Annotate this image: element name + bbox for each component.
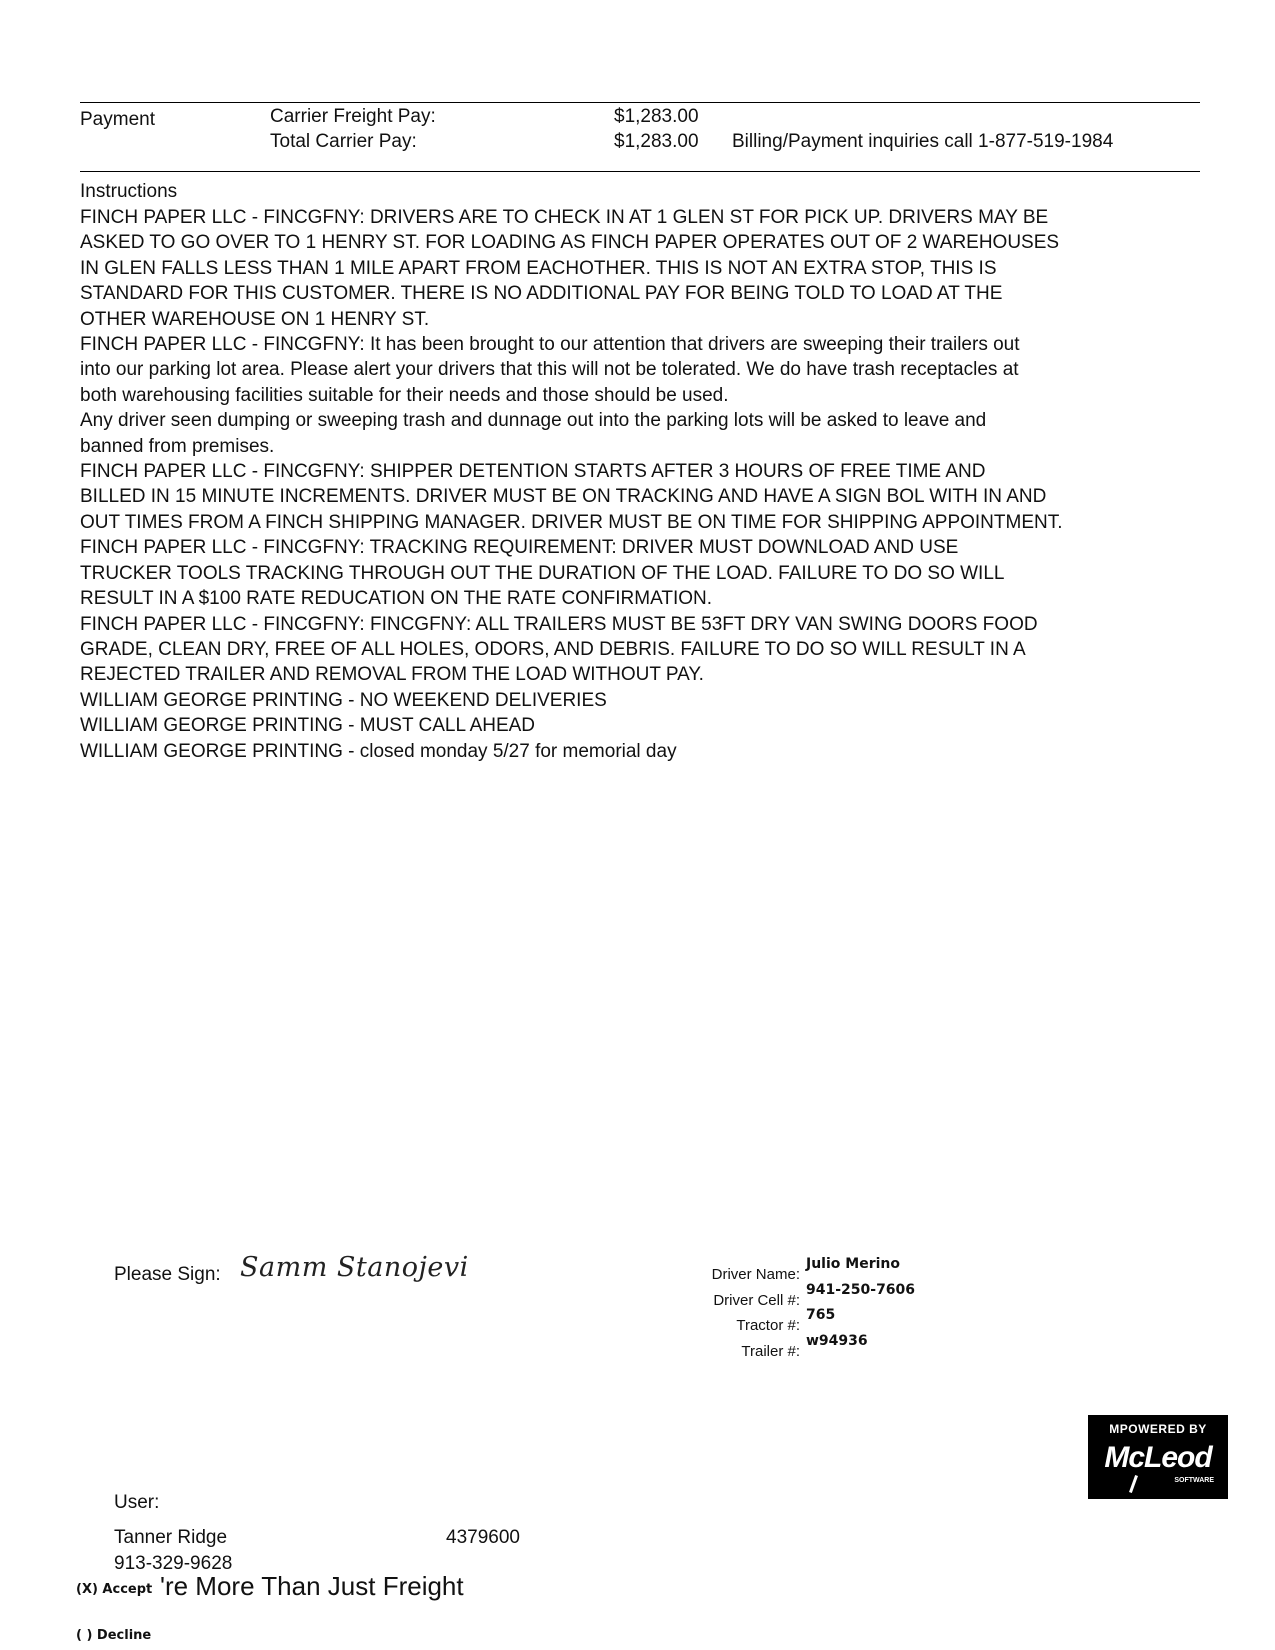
tractor-value[interactable]: 765 bbox=[806, 1307, 836, 1323]
driver-name-label: Driver Name: bbox=[711, 1266, 800, 1283]
trailer-label: Trailer #: bbox=[741, 1343, 800, 1360]
instruction-line: BILLED IN 15 MINUTE INCREMENTS. DRIVER MUST BE ON TRACKING AND HAVE A SIGN BOL WITH IN AND bbox=[80, 486, 1047, 508]
driver-cell-label: Driver Cell #: bbox=[713, 1292, 800, 1309]
instruction-line: STANDARD FOR THIS CUSTOMER. THERE IS NO ADDITIONAL PAY FOR BEING TOLD TO LOAD AT THE bbox=[80, 283, 1003, 305]
instructions-title: Instructions bbox=[80, 181, 178, 202]
driver-cell-value[interactable]: 941-250-7606 bbox=[806, 1282, 916, 1298]
carrier-freight-pay-value: $1,283.00 bbox=[614, 106, 699, 127]
logo-software-text: SOFTWARE bbox=[1174, 1477, 1214, 1484]
instruction-line: WILLIAM GEORGE PRINTING - closed monday 5/27 for memorial day bbox=[80, 740, 677, 762]
accept-option[interactable]: (X) Accept bbox=[76, 1582, 153, 1597]
top-rule bbox=[80, 102, 1200, 103]
instruction-line: ASKED TO GO OVER TO 1 HENRY ST. FOR LOADING AS FINCH PAPER OPERATES OUT OF 2 WAREHOUSES bbox=[80, 232, 1060, 254]
instruction-line: banned from premises. bbox=[80, 435, 275, 457]
instruction-line: into our parking lot area. Please alert your drivers that this will not be tolerated. We do have trash receptacles at bbox=[80, 359, 1019, 381]
logo-brand-text: McLeod bbox=[1104, 1441, 1212, 1474]
instruction-line: OUT TIMES FROM A FINCH SHIPPING MANAGER. DRIVER MUST BE ON TIME FOR SHIPPING APPOINTMENT. bbox=[80, 511, 1063, 533]
instruction-line: Any driver seen dumping or sweeping trash and dunnage out into the parking lots will be asked to leave and bbox=[80, 410, 987, 432]
instruction-line: FINCH PAPER LLC - FINCGFNY: TRACKING REQUIREMENT: DRIVER MUST DOWNLOAD AND USE bbox=[80, 537, 959, 559]
instruction-line: TRUCKER TOOLS TRACKING THROUGH OUT THE DURATION OF THE LOAD. FAILURE TO DO SO WILL bbox=[80, 562, 1005, 584]
instruction-line: WILLIAM GEORGE PRINTING - NO WEEKEND DELIVERIES bbox=[80, 689, 607, 711]
tractor-label: Tractor #: bbox=[736, 1317, 800, 1334]
signature-field[interactable]: Samm Stanojevi bbox=[240, 1252, 469, 1283]
logo-slash-mark bbox=[1129, 1475, 1138, 1493]
instruction-line: FINCH PAPER LLC - FINCGFNY: It has been brought to our attention that drivers are sweeping their trailers out bbox=[80, 334, 1020, 356]
total-carrier-pay-label: Total Carrier Pay: bbox=[270, 131, 417, 152]
user-id: 4379600 bbox=[446, 1527, 520, 1548]
carrier-freight-pay-label: Carrier Freight Pay: bbox=[270, 106, 436, 127]
driver-name-value[interactable]: Julio Merino bbox=[806, 1256, 900, 1272]
total-carrier-pay-value: $1,283.00 bbox=[614, 131, 699, 152]
instruction-line: RESULT IN A $100 RATE REDUCATION ON THE RATE CONFIRMATION. bbox=[80, 588, 713, 610]
user-name: Tanner Ridge bbox=[114, 1527, 228, 1548]
instruction-line: REJECTED TRAILER AND REMOVAL FROM THE LOAD WITHOUT PAY. bbox=[80, 664, 704, 686]
instruction-line: GRADE, CLEAN DRY, FREE OF ALL HOLES, ODORS, AND DEBRIS. FAILURE TO DO SO WILL RESULT IN A bbox=[80, 638, 1026, 660]
trailer-value[interactable]: w94936 bbox=[806, 1333, 868, 1349]
instruction-line: both warehousing facilities suitable for their needs and those should be used. bbox=[80, 384, 729, 406]
instructions-list bbox=[80, 205, 1210, 764]
instruction-line: FINCH PAPER LLC - FINCGFNY: SHIPPER DETENTION STARTS AFTER 3 HOURS OF FREE TIME AND bbox=[80, 461, 986, 483]
instruction-line: FINCH PAPER LLC - FINCGFNY: DRIVERS ARE TO CHECK IN AT 1 GLEN ST FOR PICK UP. DRIVERS MAY BE bbox=[80, 207, 1049, 228]
instruction-line: FINCH PAPER LLC - FINCGFNY: FINCGFNY: ALL TRAILERS MUST BE 53FT DRY VAN SWING DOORS FOOD bbox=[80, 613, 1038, 635]
instruction-line: WILLIAM GEORGE PRINTING - MUST CALL AHEAD bbox=[80, 715, 536, 737]
please-sign-label: Please Sign: bbox=[114, 1264, 221, 1285]
payment-label: Payment bbox=[80, 109, 155, 130]
instruction-line: IN GLEN FALLS LESS THAN 1 MILE APART FROM EACHOTHER. THIS IS NOT AN EXTRA STOP, THIS IS bbox=[80, 257, 997, 279]
user-phone: 913-329-9628 bbox=[114, 1553, 233, 1574]
logo-powered-by-text: MPOWERED BY bbox=[1109, 1422, 1207, 1436]
user-label: User: bbox=[114, 1492, 160, 1513]
billing-inquiries-note: Billing/Payment inquiries call 1-877-519-1984 bbox=[732, 131, 1114, 152]
decline-option[interactable]: ( ) Decline bbox=[76, 1628, 152, 1643]
mcleod-logo bbox=[1088, 1415, 1228, 1499]
instruction-line: OTHER WAREHOUSE ON 1 HENRY ST. bbox=[80, 308, 430, 330]
payment-bottom-rule bbox=[80, 171, 1200, 172]
tagline: 're More Than Just Freight bbox=[160, 1571, 464, 1601]
